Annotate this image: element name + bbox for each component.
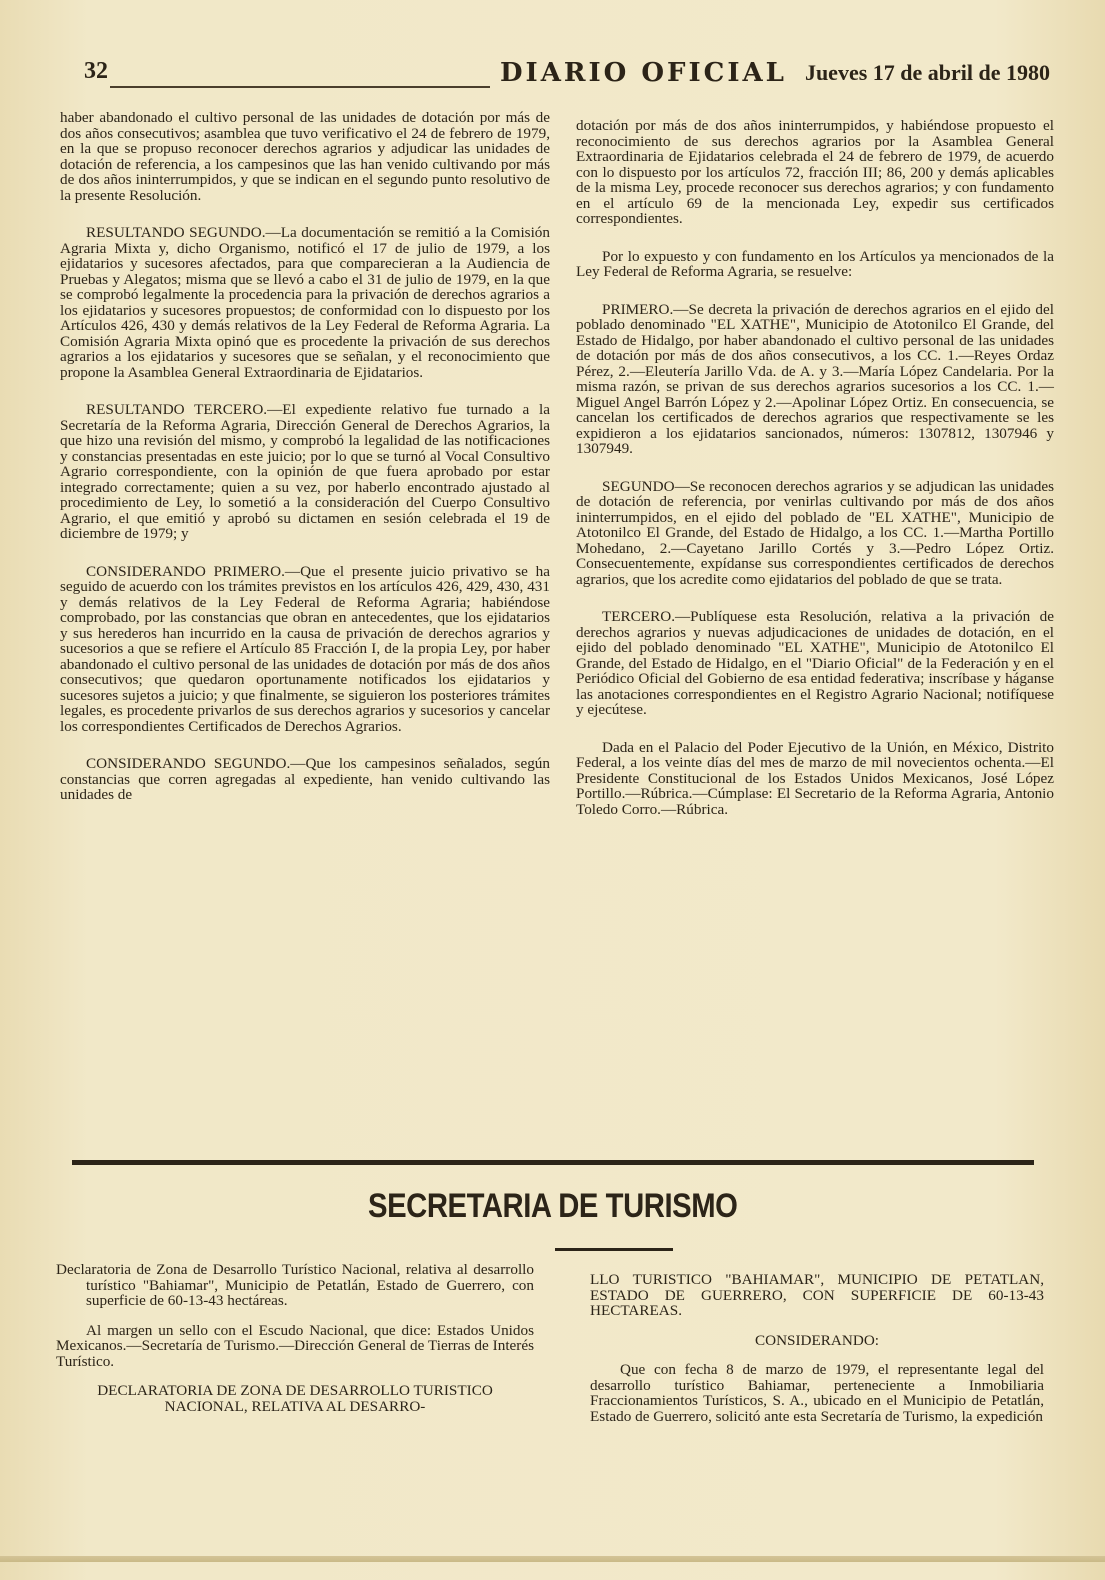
declaratoria-heading-cont: LLO TURISTICO "BAHIAMAR", MUNICIPIO DE PETATLAN, ESTADO DE GUERRERO, CON SUPERFICIE DE 60-13-43 HECTAREAS. xyxy=(590,1271,1044,1319)
left-paragraph-1: haber abandonado el cultivo personal de las unidades de dotación por más de dos años consecutivos; asamblea que tuvo verificativo el 24 de febrero de 1979, en la que se propuso reconocer derechos agrarios y adjudicar las unidades de dotación de referencia, a los campesinos que las han venido cultivando por más de dos años ininterrumpidos, y que se indican en el segundo punto resolutivo de la presente Resolución. xyxy=(60,109,550,204)
right-column xyxy=(576,118,1054,839)
resolutivo-segundo: SEGUNDO—Se reconocen derechos agrarios y se adjudican las unidades de dotación de referencia, por venirlas cultivando por más de dos años ininterrumpidos, en el ejido del poblado de "EL XATHE", Municipio de Atotonilco El Grande, del Estado de Hidalgo, a los CC. 1.—Martha Portillo Mohedano, 2.—Cayetano Jarillo Cortés y 3.—Pedro López Ortiz. Consecuentemente, expídanse sus correspondientes certificados de derechos agrarios, que los acredite como ejidatarios del poblado de que se trata. xyxy=(576,477,1054,588)
dada-en-palacio: Dada en el Palacio del Poder Ejecutivo de la Unión, en México, Distrito Federal, a los veinte días del mes de marzo de mil novecientos ochenta.—El Presidente Constitucional de los Estados Unidos Mexicanos, José López Portillo.—Rúbrica.—Cúmplase: El Secretario de la Reforma Agraria, Antonio Toledo Corro.—Rúbrica. xyxy=(576,738,1054,818)
page-header xyxy=(80,58,1050,92)
masthead: DIARIO OFICIAL xyxy=(500,58,787,88)
section-divider xyxy=(72,1160,1034,1165)
left-column xyxy=(60,110,550,825)
section-title: SECRETARIA DE TURISMO xyxy=(368,1187,738,1225)
header-rule xyxy=(110,86,490,88)
resultando-tercero: RESULTANDO TERCERO.—El expediente relativo fue turnado a la Secretaría de la Reforma Agraria, Dirección General de Derechos Agrarios, la que hizo una revisión del mismo, y comprobó la legalidad de las notificaciones y constancias presentadas en este juicio; por lo que se turnó al Vocal Consultivo Agrario correspondiente, con la opinión de que fuera aprobado por estar integrado correctamente; quien a su vez, por haberlo encontrado ajustado al procedimiento de Ley, lo sometió a la consideración del Cuerpo Consultivo Agrario, el que emitió y aprobó su dictamen en sesión celebrada el 19 de diciembre de 1979; y xyxy=(60,401,550,542)
bottom-right-column xyxy=(590,1272,1044,1438)
resultando-segundo: RESULTANDO SEGUNDO.—La documentación se remitió a la Comisión Agraria Mixta y, dicho Organismo, notificó el 17 de julio de 1979, a los ejidatarios y sucesores afectados, para que comparecieran a la Audiencia de Pruebas y Alegatos; misma que se llevó a cabo el 31 de julio de 1979, en la que se comprobó legalmente la procedencia para la privación de derechos agrarios a los ejidatarios y sucesores propuestos; de conformidad con lo dispuesto por los Artículos 426, 430 y demás relativos de la Ley Federal de Reforma Agraria. La Comisión Agraria Mixta opinó que es procedente la privación de sus derechos agrarios a los ejidatarios y sucesores que se señalan, y el reconocimiento que propone la Asamblea General Extraordinaria de Ejidatarios. xyxy=(60,224,550,381)
bottom-left-column xyxy=(56,1262,534,1428)
considerando-heading: CONSIDERANDO: xyxy=(754,1331,880,1349)
declaratoria-heading: DECLARATORIA DE ZONA DE DESARROLLO TURISTICO NACIONAL, RELATIVA AL DESARRO- xyxy=(97,1382,493,1415)
page-edge xyxy=(0,1556,1105,1562)
declaratoria-summary: Declaratoria de Zona de Desarrollo Turístico Nacional, relativa al desarrollo turístico "Bahiamar", Municipio de Petatlán, Estado de Guerrero, con superficie de 60-13-43 hectáreas. xyxy=(56,1261,534,1309)
considerando-segundo: CONSIDERANDO SEGUNDO.—Que los campesinos señalados, según constancias que corren agregadas al expediente, han venido cultivando las unidades de xyxy=(60,755,550,803)
considerando-paragraph: Que con fecha 8 de marzo de 1979, el representante legal del desarrollo turístico Bahiamar, perteneciente a Inmobiliaria Fraccionamientos Turísticos, S. A., ubicado en el Municipio de Petatlán, Estado de Guerrero, solicitó ante esta Secretaría de Turismo, la expedición xyxy=(590,1361,1044,1425)
resolutivo-primero: PRIMERO.—Se decreta la privación de derechos agrarios en el ejido del poblado denominado "EL XATHE", Municipio de Atotonilco El Grande, del Estado de Hidalgo, por haber abandonado el cultivo personal de las unidades de dotación por más de dos años consecutivos, a los CC. 1.—Reyes Ordaz Pérez, 2.—Eleutería Jarillo Vda. de A. y 3.—María López Candelaria. Por la misma razón, se privan de sus derechos agrarios sucesorios a los CC. 1.—Miguel Angel Barrón López y 2.—Apolinar López Ortiz. En consecuencia, se cancelan los certificados de derechos agrarios que respectivamente se les expidieron a los ejidatarios sancionados, números: 1307812, 1307946 y 1307949. xyxy=(576,300,1054,457)
por-lo-expuesto: Por lo expuesto y con fundamento en los Artículos ya mencionados de la Ley Federal de Reforma Agraria, se resuelve: xyxy=(576,247,1054,280)
right-paragraph-1: dotación por más de dos años ininterrumpidos, y habiéndose propuesto el reconocimiento de sus derechos agrarios por la Asamblea General Extraordinaria de Ejidatarios celebrada el 24 de febrero de 1979, de acuerdo con lo dispuesto por los artículos 72, fracción III; 86, 200 y demás aplicables de la misma Ley, procede reconocer sus derechos agrarios; y con fundamento en el artículo 69 de la mencionada Ley, expedir sus certificados correspondientes. xyxy=(576,117,1054,227)
title-underline xyxy=(555,1248,673,1251)
considerando-primero: CONSIDERANDO PRIMERO.—Que el presente juicio privativo se ha seguido de acuerdo con los trámites previstos en los artículos 426, 429, 430, 431 y demás relativos de la Ley Federal de Reforma Agraria; habiéndose comprobado, por las constancias que obran en antecedentes, que los ejidatarios y sus herederos han incurrido en la causa de privación de derechos agrarios y sucesorios a que se refiere el Artículo 85 Fracción I, de la propia Ley, por haber abandonado el cultivo personal de las unidades de dotación por más de dos años consecutivos; que quedaron oportunamente notificados los ejidatarios y sucesores sujetos a juicio; y que finalmente, se siguieron los posteriores trámites legales, es procedente privarlos de sus derechos agrarios y sucesorios y cancelar los correspondientes Certificados de Derechos Agrarios. xyxy=(60,562,550,735)
page-number: 32 xyxy=(84,58,108,84)
issue-date: Jueves 17 de abril de 1980 xyxy=(804,60,1050,85)
margin-note: Al margen un sello con el Escudo Nacional, que dice: Estados Unidos Mexicanos.—Secretaría de Turismo.—Dirección General de Tierras de Interés Turístico. xyxy=(56,1321,534,1370)
resolutivo-tercero: TERCERO.—Publíquese esta Resolución, relativa a la privación de derechos agrarios y nuevas adjudicaciones de unidades de dotación, en el ejido del poblado denominado "EL XATHE", Municipio de Atotonilco El Grande, del Estado de Hidalgo, en el "Diario Oficial" de la Federación y en el Periódico Oficial del Gobierno de esa entidad federativa; inscríbase y háganse las anotaciones correspondientes en el Registro Agrario Nacional; notifíquese y ejecútese. xyxy=(576,608,1054,718)
